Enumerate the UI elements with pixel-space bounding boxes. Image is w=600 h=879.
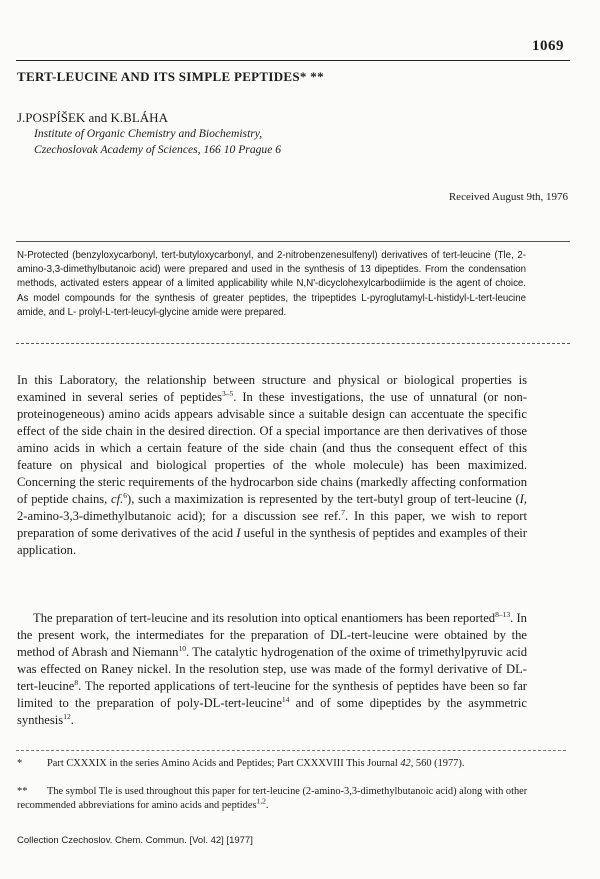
footnote-rule (16, 750, 566, 751)
article-title: TERT-LEUCINE AND ITS SIMPLE PEPTIDES* ** (17, 69, 324, 84)
journal-reference: Collection Czechoslov. Chem. Commun. [Vol. 42] [1977] (17, 835, 253, 846)
received-date: Received August 9th, 1976 (448, 191, 568, 203)
abstract-top-rule (16, 241, 570, 242)
page-number: 1069 (532, 38, 564, 54)
abstract-bottom-rule (16, 343, 570, 344)
footnote-1: * Part CXXXIX in the series Amino Acids and Peptides; Part CXXXVIII This Journal 42, 560 (1977). (17, 758, 465, 769)
affiliation-line-1: Institute of Organic Chemistry and Biochemistry, (34, 127, 263, 140)
footnote-2: ** The symbol Tle is used throughout this paper for tert-leucine (2-amino-3,3-dimethylbutanoic acid) along with other recommended abbreviations for amino acids and peptides$^{1,2}$. (17, 786, 528, 811)
authors: J.POSPÍŠEK and K.BLÁHA (17, 110, 168, 125)
body-paragraph-1: In this Laboratory, the relationship between structure and physical or biological properties is examined in several series of peptides$^{3-5}$. In these investigations, the use of unnatural (or non-proteinogeneous) amino acids appears advisable since a suitable design can accentuate the specific effect of the side chain in the desired direction. Of a special importance are then derivatives of those amino acids in which a certain feature of the side chain (and thus the consequent effect of this feature on physical and biological properties of the whole molecule) has been maximized. Concerning the steric requirements of the hydrocarbon side chains (markedly affecting conformation of peptide chains, cf.$^6$), such a maximization is represented by the tert-butyl group of tert-leucine (I, 2-amino-3,3-dimethylbutanoic acid); for a discussion see ref.$^7$. In this paper, we wish to report preparation of some derivatives of the acid I useful in the synthesis of peptides and examples of their application. (17, 373, 527, 557)
affiliation-line-2: Czechoslovak Academy of Sciences, 166 10 Prague 6 (34, 142, 282, 156)
affiliation (34, 126, 281, 157)
abstract: N-Protected (benzyloxycarbonyl, tert-butyloxycarbonyl, and 2-nitrobenzenesulfenyl) derivatives of tert-leucine (Tle, 2-amino-3,3-dimethylbutanoic acid) were prepared and used in the synthesis of 13 dipeptides. From the condensation methods, activated esters appear of a limited applicability while N,N'-dicyclohexylcarbodiimide is the agent of choice. As model compounds for the synthesis of greater peptides, the tripeptides L-pyroglutamyl-L-histidyl-L-tert-leucine amide, and L- prolyl-L-tert-leucyl-glycine amide were prepared. (17, 250, 526, 318)
header-rule (16, 60, 570, 61)
body-paragraph-2: The preparation of tert-leucine and its resolution into optical enantiomers has been reported$^{8-13}$. In the present work, the intermediates for the preparation of DL-tert-leucine were obtained by the method of Abrash and Niemann$^{10}$. The catalytic hydrogenation of the oxime of trimethylpyruvic acid was effected on Raney nickel. In the resolution step, use was made of the formyl derivative of DL-tert-leucine$^8$. The reported applications of tert-leucine for the synthesis of peptides have been so far limited to the preparation of poly-DL-tert-leucine$^{14}$ and of some dipeptides by the asymmetric synthesis$^{12}$. (17, 609, 528, 727)
